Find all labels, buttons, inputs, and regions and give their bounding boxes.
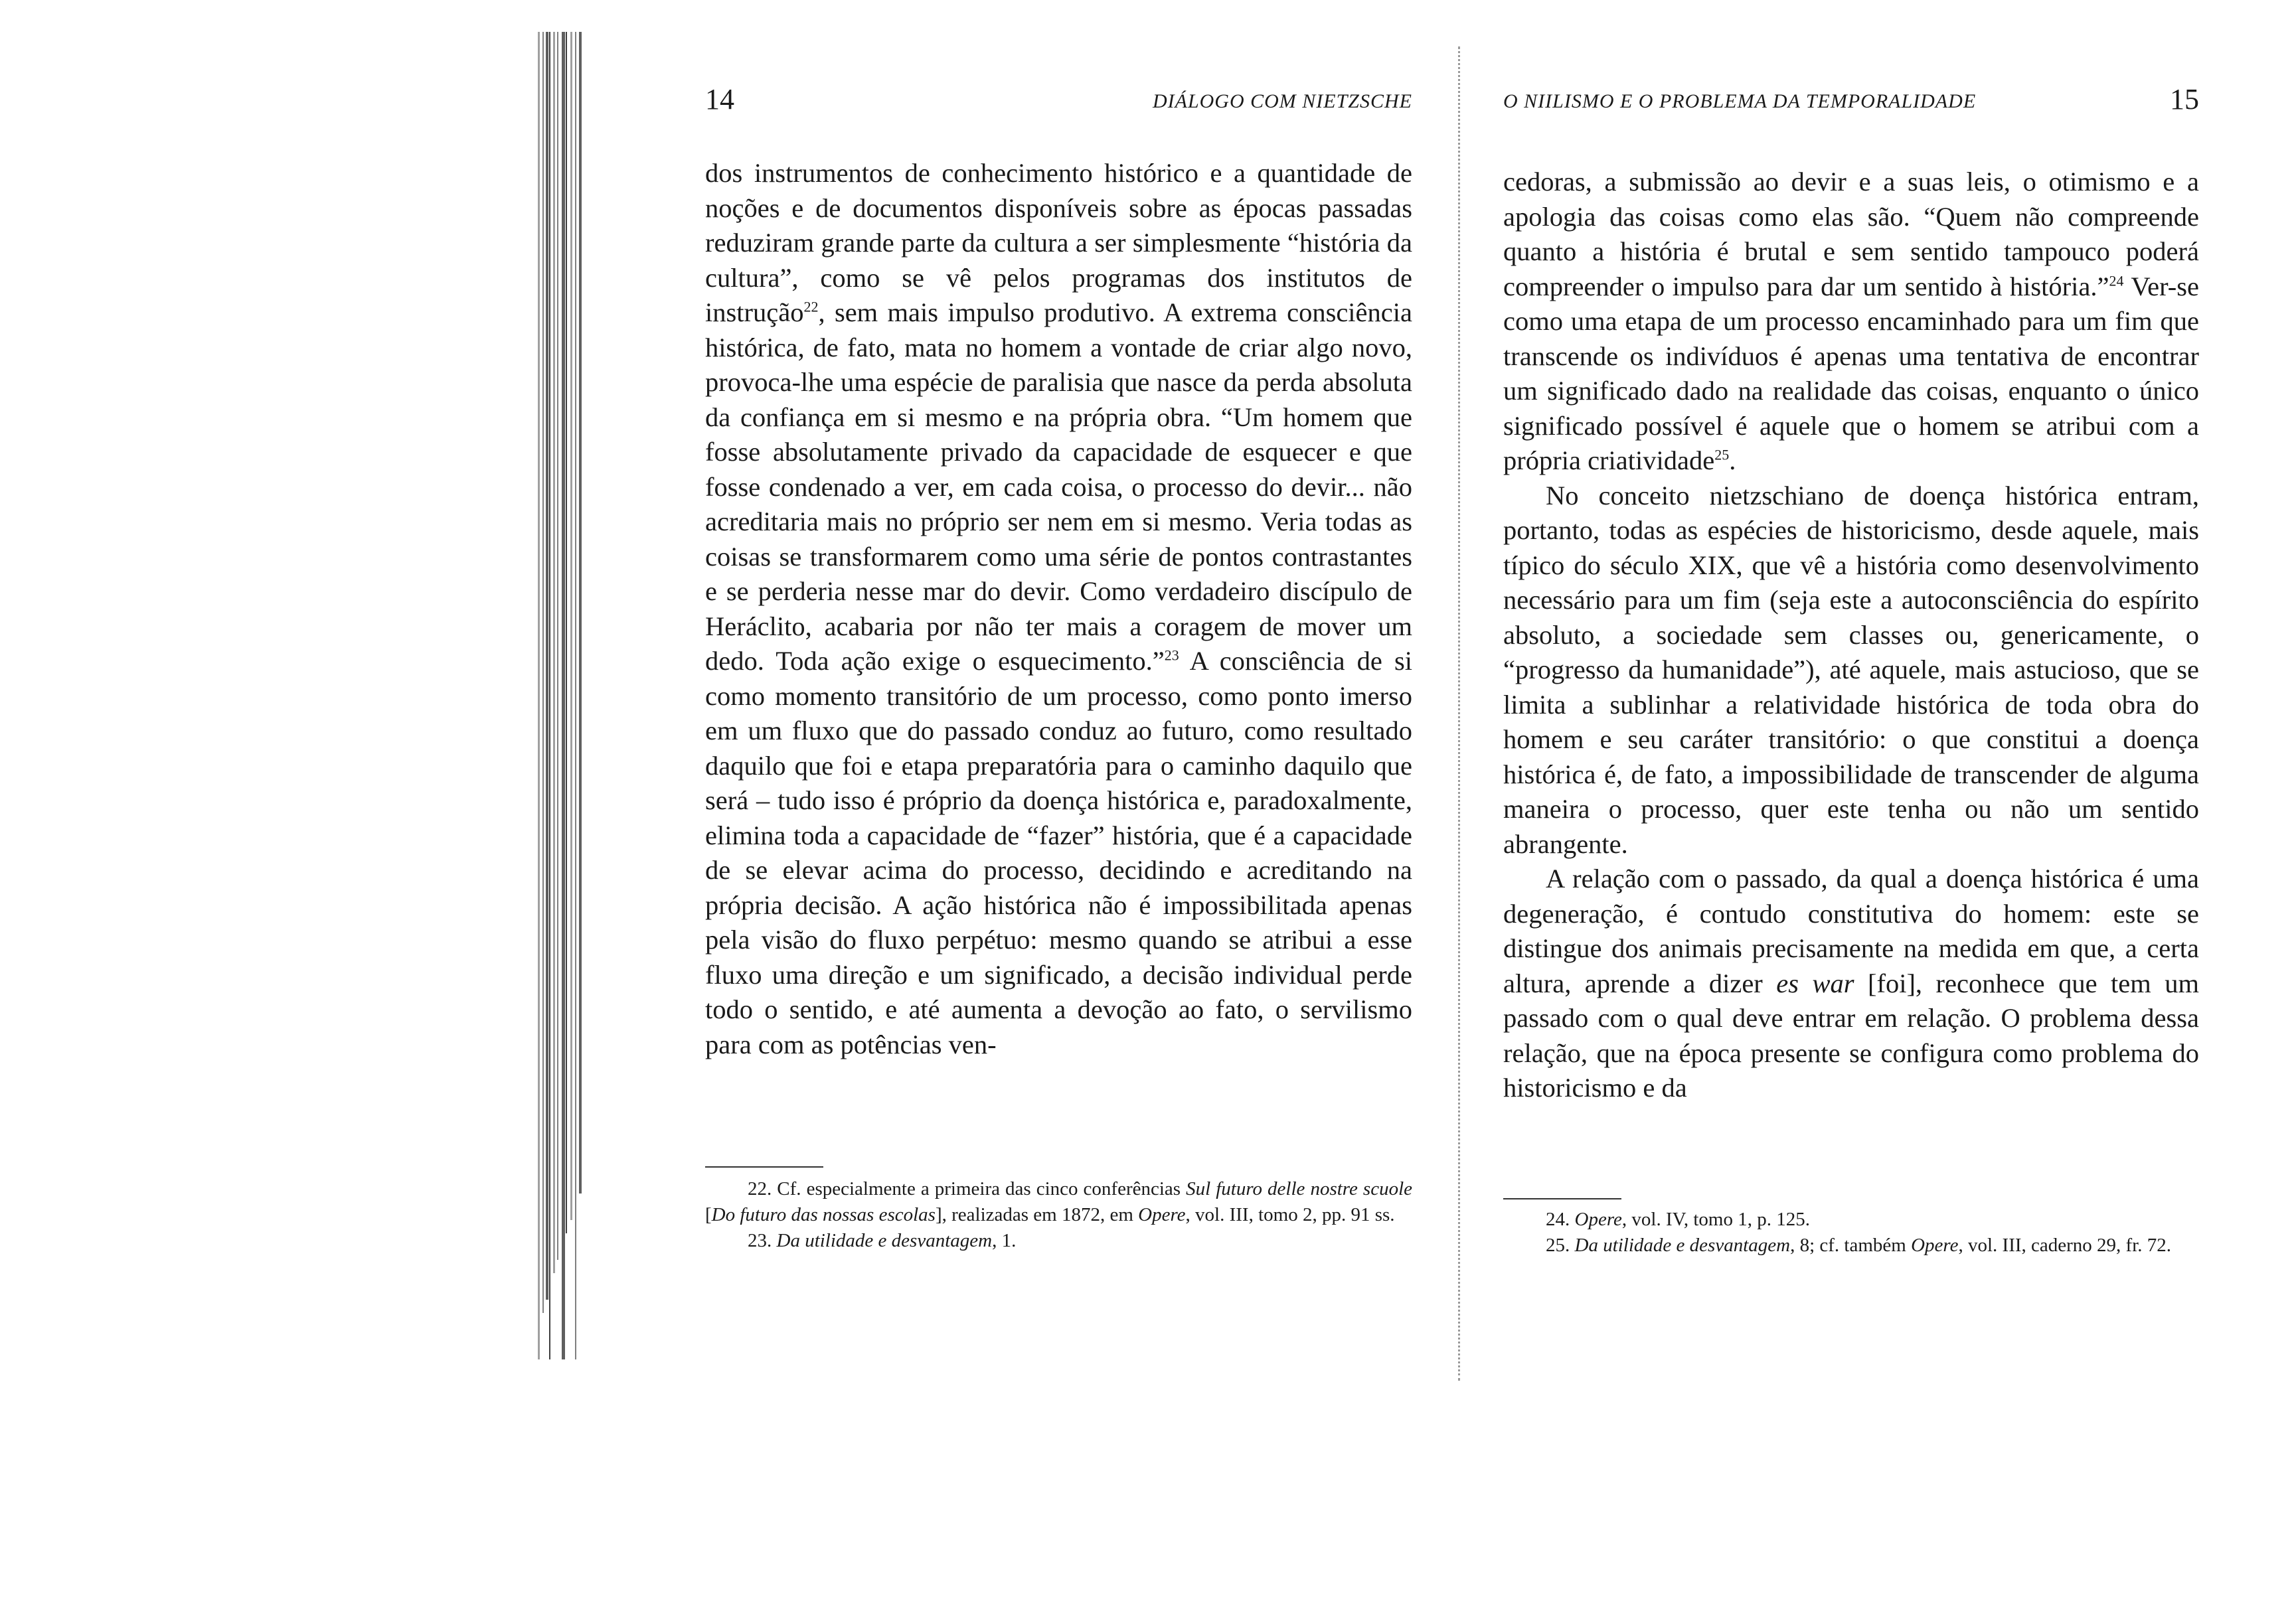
italic-title: Opere <box>1911 1235 1959 1256</box>
spine-line <box>562 32 565 1359</box>
left-footnotes <box>705 1176 1412 1254</box>
footnote <box>1503 1233 2199 1259</box>
footnote <box>1503 1207 2199 1233</box>
spine-line <box>570 32 572 1220</box>
italic-title: es war <box>1776 968 1854 998</box>
text-run: 22. Cf. especialmente a primeira das cinco conferências <box>748 1178 1187 1199</box>
spine-line <box>542 32 544 1313</box>
text-run: , 1. <box>992 1230 1017 1251</box>
spine-line <box>546 32 548 1300</box>
paragraph <box>705 156 1412 1062</box>
right-page-header <box>1503 80 2199 126</box>
footnote <box>705 1228 1412 1254</box>
text-run: A consciência de si como momento transitório de um processo, como ponto imerso em um fluxo que do passado conduz ao futuro, como resultado daquilo que foi e etapa preparatória para o caminho daquilo que será – tudo isso é próprio da doença histórica e, paradoxalmente, elimina toda a capacidade de “fazer” história, que é a capacidade de se elevar acima do processo, decidindo e acreditando na própria decisão. A ação histórica não é impossibilitada apenas pela visão do fluxo perpétuo: mesmo quando se atribui a esse fluxo uma direção e um significado, a decisão individual perde todo o sentido, e até aumenta a devoção ao fato, o servilismo para com as potências ven- <box>705 646 1412 1059</box>
italic-title: Sul futuro delle nostre scuole <box>1186 1178 1412 1199</box>
text-run: No conceito nietzschiano de doença histórica entram, portanto, todas as espécies de historicismo, desde aquele, mais típico do século XIX, que vê a história como desenvolvimento necessário para um fim (seja este a autoconsciência do espírito absoluto, a sociedade sem classes ou, genericamente, o “progresso da humanidade”), até aquele, mais astucioso, que se limita a sublinhar a relatividade histórica de toda obra do homem e seu caráter transitório: o que constitui a doença histórica é, de fato, a impossibilidade de transcender de alguma maneira o processo, quer este tenha ou não um sentido abrangente. <box>1503 480 2199 859</box>
text-run: , vol. III, tomo 2, pp. 91 ss. <box>1185 1204 1395 1225</box>
italic-title: Da utilidade e desvantagem <box>1574 1235 1791 1256</box>
spine-line <box>553 32 555 1273</box>
spine-line <box>557 32 558 1260</box>
italic-title: Opere <box>1574 1209 1622 1230</box>
text-run: [ <box>705 1204 712 1225</box>
right-running-head: O NIILISMO E O PROBLEMA DA TEMPORALIDADE <box>1503 90 1977 112</box>
text-run: 23. <box>748 1230 777 1251</box>
italic-title: Da utilidade e desvantagem <box>776 1230 993 1251</box>
text-run: dos instrumentos de conhecimento histórico e a quantidade de noções e de documentos disponíveis sobre as épocas passadas reduziram grande parte da cultura a ser simplesmente “história da cultura”, como se vê pelos programas dos institutos de instrução <box>705 158 1412 327</box>
right-footnotes <box>1503 1207 2199 1259</box>
left-running-head: DIÁLOGO COM NIETZSCHE <box>1152 90 1412 112</box>
left-body-text <box>705 156 1412 1062</box>
footnote <box>705 1176 1412 1228</box>
spine-line <box>579 32 582 1193</box>
text-run: 25. <box>1546 1235 1575 1256</box>
book-spine-shadow <box>536 32 582 1359</box>
page-fold-gutter <box>1458 46 1460 1381</box>
paragraph <box>1503 479 2199 862</box>
text-run: 24. <box>1546 1209 1575 1230</box>
spine-line <box>566 32 567 1233</box>
left-page-header <box>705 80 1412 126</box>
left-footnote-rule <box>705 1166 823 1168</box>
text-run: , vol. III, caderno 29, fr. 72. <box>1958 1235 2172 1256</box>
right-body-text <box>1503 165 2199 1106</box>
text-run: A relação com o passado, da qual a doença histórica é uma degeneração, é contudo constitutiva do homem: este se distingue dos animais precisamente na medida em que, a certa altura, aprende a dizer <box>1503 864 2199 998</box>
italic-title: Do futuro das nossas escolas <box>711 1204 936 1225</box>
text-run: cedoras, a submissão ao devir e a suas leis, o otimismo e a apologia das coisas como elas são. “Quem não compreende quanto a história é brutal e sem sentido tampouco poderá compreender o impulso para dar um sentido à história.” <box>1503 167 2199 301</box>
spine-line <box>549 32 550 1359</box>
right-footnote-rule <box>1503 1198 1621 1199</box>
text-run: , 8; cf. também <box>1790 1235 1912 1256</box>
right-page-number: 15 <box>2170 83 2199 115</box>
text-run: ], realizadas em 1872, em <box>935 1204 1139 1225</box>
footnote-marker: 22 <box>803 298 819 315</box>
text-run: [foi], reconhece que tem um passado com o qual deve entrar em relação. O problema dessa relação, que na época presente se configura como problema do historicismo e da <box>1503 968 2199 1103</box>
footnote-marker: 25 <box>1714 446 1730 463</box>
footnote-marker: 23 <box>1164 647 1179 664</box>
paragraph <box>1503 862 2199 1106</box>
italic-title: Opere <box>1138 1204 1186 1225</box>
text-run: Ver-se como uma etapa de um processo encaminhado para um fim que transcende os indivíduos é apenas uma tentativa de encontrar um significado dado na realidade das coisas, enquanto o único significado possível é aquele que o homem se atribui com a própria criatividade <box>1503 271 2199 475</box>
left-page-number: 14 <box>705 83 734 115</box>
paragraph <box>1503 165 2199 479</box>
footnote-marker: 24 <box>2109 272 2124 289</box>
text-run: , vol. IV, tomo 1, p. 125. <box>1621 1209 1810 1230</box>
text-run: . <box>1729 445 1736 475</box>
spine-line <box>575 32 576 1359</box>
spine-line <box>538 32 540 1359</box>
text-run: , sem mais impulso produtivo. A extrema consciência histórica, de fato, mata no homem a vontade de criar algo novo, provoca-lhe uma espécie de paralisia que nasce da perda absoluta da confiança em si mesmo e na própria obra. “Um homem que fosse absolutamente privado da capacidade de esquecer e que fosse condenado a ver, em cada coisa, o processo do devir... não acreditaria mais no próprio ser nem em si mesmo. Veria todas as coisas se transformarem como uma série de pontos contrastantes e se perderia nesse mar do devir. Como verdadeiro discípulo de Heráclito, acabaria por não ter mais a coragem de mover um dedo. Toda ação exige o esquecimento.” <box>705 297 1412 676</box>
